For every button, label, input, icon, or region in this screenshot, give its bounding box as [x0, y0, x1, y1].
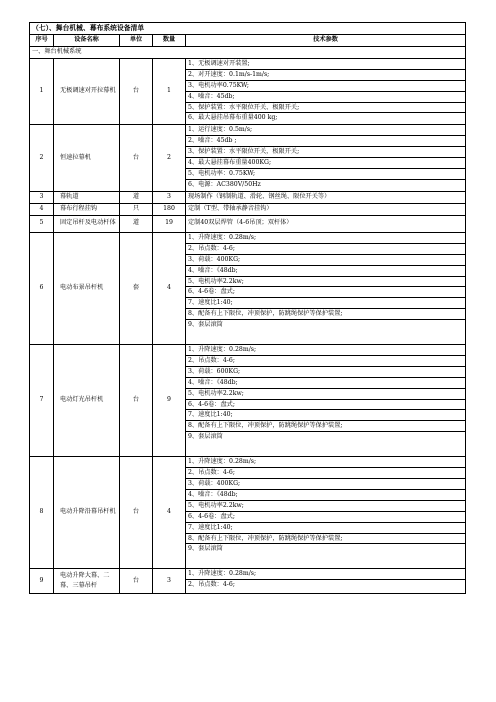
spec-line: 5、电机功率2.2kw; — [186, 277, 465, 288]
spec-cell — [186, 345, 466, 457]
unit-cell: 台 — [120, 457, 153, 569]
quantity-cell: 3 — [153, 191, 186, 203]
spec-line: 6、4-6卷：盘式; — [186, 287, 465, 298]
spec-line: 1、升降速度：0.28m/s; — [186, 345, 465, 356]
spec-cell — [186, 191, 466, 203]
spec-cell — [186, 215, 466, 232]
spec-line: 1、无极调速对开装置; — [186, 59, 465, 70]
equipment-name: 幕轨道 — [54, 191, 120, 203]
unit-cell: 只 — [120, 203, 153, 215]
spec-line: 9、套层滚筒 — [188, 545, 223, 553]
header-unit: 单位 — [120, 35, 153, 47]
spec-line: 3、电机功率0.75KW; — [186, 81, 465, 92]
table-row — [30, 569, 466, 594]
quantity-cell: 1 — [153, 59, 186, 125]
equipment-name: 恒速拉幕机 — [54, 125, 120, 191]
spec-line: 8、配备有上下限位，冲顶保护，防跳绳保护等保护装置; — [186, 534, 465, 545]
spec-cell — [186, 569, 466, 594]
spec-line: 4、最大悬挂幕布重量400KG; — [186, 158, 465, 169]
equipment-name: 电动升降大幕、二幕、三幕吊杆 — [54, 569, 120, 594]
equipment-name: 电动布景吊杆机 — [54, 232, 120, 344]
spec-line: 4、噪音：45db; — [186, 92, 465, 103]
equipment-name: 电动灯光吊杆机 — [54, 345, 120, 457]
spec-line: 2、吊点数：4-6; — [186, 468, 465, 479]
row-number: 5 — [30, 215, 54, 232]
table-row — [30, 59, 466, 125]
table-row — [30, 345, 466, 457]
row-number: 9 — [30, 569, 54, 594]
table-row — [30, 203, 466, 215]
row-number: 3 — [30, 191, 54, 203]
spec-line: 3、荷载：600KG; — [186, 367, 465, 378]
title-row — [30, 23, 466, 35]
spec-line: 1、运行速度：0.5m/s; — [186, 125, 465, 136]
spec-line: 5、电机功率2.2kw; — [186, 389, 465, 400]
spec-line: 2、吊点数：4-6; — [186, 356, 465, 367]
quantity-cell: 4 — [153, 232, 186, 344]
quantity-cell: 9 — [153, 345, 186, 457]
header-spec: 技术参数 — [186, 35, 466, 47]
equipment-list-table — [29, 22, 466, 594]
spec-line: 1、升降速度：0.28m/s; — [186, 569, 465, 580]
spec-line: 5、电机功率2.2kw; — [186, 501, 465, 512]
spec-line: 1、升降速度：0.28m/s; — [186, 233, 465, 244]
table-row — [30, 125, 466, 191]
spec-cell — [186, 203, 466, 215]
row-number: 7 — [30, 345, 54, 457]
header-no: 序号 — [30, 35, 54, 47]
quantity-cell: 19 — [153, 215, 186, 232]
spec-line: 4、噪音：《48db; — [186, 266, 465, 277]
spec-cell — [186, 125, 466, 191]
spec-cell — [186, 59, 466, 125]
spec-line: 6、4-6卷：盘式; — [186, 400, 465, 411]
row-number: 4 — [30, 203, 54, 215]
unit-cell: 台 — [120, 569, 153, 594]
section-heading: 一、舞台机械系统 — [30, 47, 466, 59]
spec-line: 7、速度比1:40; — [186, 298, 465, 309]
spec-line: 8、配备有上下限位，冲顶保护，防跳绳保护等保护装置; — [186, 309, 465, 320]
row-number: 1 — [30, 59, 54, 125]
spec-line: 2、吊点数：4-6; — [188, 581, 235, 589]
equipment-name: 固定吊杆及电动杆体 — [54, 215, 120, 232]
spec-cell — [186, 457, 466, 569]
row-number: 6 — [30, 232, 54, 344]
quantity-cell: 180 — [153, 203, 186, 215]
header-name: 设备名称 — [54, 35, 120, 47]
table-title: （七）、舞台机械、幕布系统设备清单 — [30, 23, 466, 35]
equipment-name: 电动升降沿幕吊杆机 — [54, 457, 120, 569]
unit-cell: 道 — [120, 215, 153, 232]
spec-line: 6、4-6卷：盘式; — [186, 512, 465, 523]
spec-line: 9、套层滚筒 — [188, 321, 223, 329]
spec-line: 4、噪音：《48db; — [186, 378, 465, 389]
unit-cell: 台 — [120, 59, 153, 125]
spec-line: 3、荷载：400KG; — [186, 479, 465, 490]
spec-cell — [186, 232, 466, 344]
equipment-name: 无极调速对开拉幕机 — [54, 59, 120, 125]
unit-cell: 台 — [120, 125, 153, 191]
row-number: 8 — [30, 457, 54, 569]
spec-line: 6、最大悬挂吊幕布重量400 kg; — [188, 114, 278, 122]
quantity-cell: 3 — [153, 569, 186, 594]
row-number: 2 — [30, 125, 54, 191]
unit-cell: 套 — [120, 232, 153, 344]
quantity-cell: 2 — [153, 125, 186, 191]
spec-line: 4、噪音：《48db; — [186, 490, 465, 501]
spec-line: 8、配备有上下限位，冲顶保护，防跳绳保护等保护装置; — [186, 421, 465, 432]
table-row — [30, 457, 466, 569]
spec-line: 7、速度比1:40; — [186, 523, 465, 534]
header-row — [30, 35, 466, 47]
spec-line: 1、升降速度：0.28m/s; — [186, 457, 465, 468]
spec-line: 2、吊点数：4-6; — [186, 244, 465, 255]
table-row — [30, 232, 466, 344]
spec-line: 3、荷载：400KG; — [186, 255, 465, 266]
unit-cell: 台 — [120, 345, 153, 457]
spec-line: 2、噪音：45db ; — [186, 136, 465, 147]
quantity-cell: 4 — [153, 457, 186, 569]
spec-line: 2、对开速度：0.1m/s-1m/s; — [186, 70, 465, 81]
spec-line: 5、电机功率：0.75KW; — [186, 169, 465, 180]
spec-line: 定制（T型、带轴承静音挂钩） — [188, 204, 273, 212]
spec-line: 9、套层滚筒 — [188, 433, 223, 441]
spec-line: 7、速度比1:40; — [186, 410, 465, 421]
section-row — [30, 47, 466, 59]
unit-cell: 道 — [120, 191, 153, 203]
spec-line: 3、保护装置：水平限位开关，极限开关; — [186, 147, 465, 158]
spec-line: 6、电源：AC380V/50Hz — [188, 180, 261, 188]
header-qty: 数量 — [153, 35, 186, 47]
table-row — [30, 215, 466, 232]
spec-line: 现场制作（钢制轨道、滑轮、钢丝绳、限位开关等） — [188, 192, 331, 200]
spec-line: 5、保护装置：水平限位开关、极限开关; — [186, 103, 465, 114]
spec-line: 定制40双层焊管（4-6吊顶；双杆体） — [188, 219, 293, 227]
equipment-name: 幕布行程挂钩 — [54, 203, 120, 215]
table-row — [30, 191, 466, 203]
